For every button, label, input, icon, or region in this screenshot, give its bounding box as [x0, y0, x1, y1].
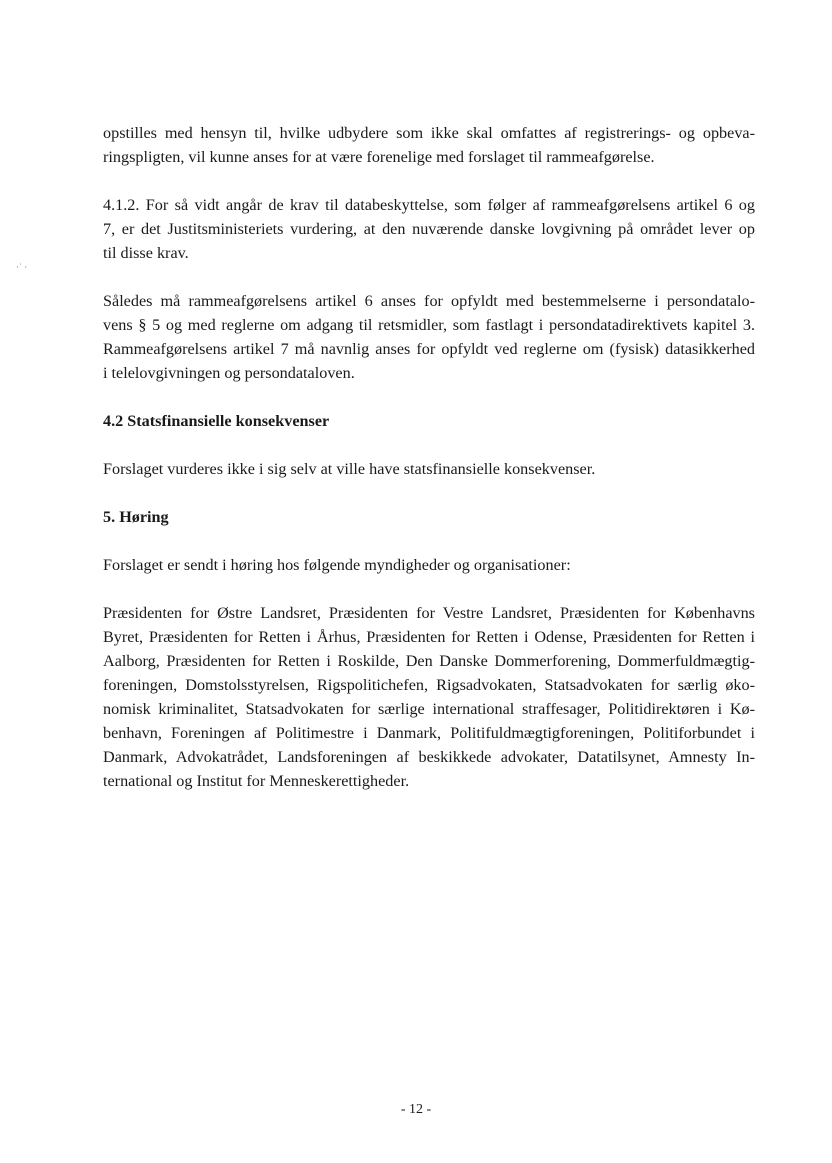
paragraph-line: Danmark, Advokatrådet, Landsforeningen af beskikkede advokater, Datatilsynet, Amnesty In- [103, 748, 755, 766]
paragraph-line: Rammeafgørelsens artikel 7 må navnlig anses for opfyldt ved reglerne om (fysisk) datasikkerhed [103, 340, 755, 358]
section-heading: 4.2 Statsfinansielle konsekvenser [103, 412, 330, 430]
paragraph-line: Forslaget er sendt i høring hos følgende myndigheder og organisationer: [103, 556, 571, 574]
paragraph-line: til disse krav. [103, 244, 189, 262]
section-heading: 5. Høring [103, 508, 169, 526]
paragraph-line: ternational og Institut for Menneskerettigheder. [103, 772, 410, 790]
paragraph-line: 7, er det Justitsministeriets vurdering, at den nuværende danske lovgivning på området lever op [103, 220, 755, 238]
page-number: - 12 - [400, 1102, 432, 1117]
paragraph-line: opstilles med hensyn til, hvilke udbydere som ikke skal omfattes af registrerings- og opbeva- [103, 124, 755, 142]
paragraph-line: vens § 5 og med reglerne om adgang til retsmidler, som fastlagt i persondatadirektivets kapitel 3. [103, 316, 755, 334]
paragraph-line: benhavn, Foreningen af Politimestre i Danmark, Politifuldmægtigforeningen, Politiforbundet i [103, 724, 755, 742]
scan-artifact: ·˙ · [16, 262, 28, 272]
paragraph-line: i telelovgivningen og persondataloven. [103, 364, 355, 382]
paragraph-line: 4.1.2. For så vidt angår de krav til databeskyttelse, som følger af rammeafgørelsens artikel 6 og [103, 196, 755, 214]
paragraph-line: Præsidenten for Østre Landsret, Præsidenten for Vestre Landsret, Præsidenten for Københavns [103, 604, 755, 622]
paragraph-line: ringspligten, vil kunne anses for at være forenelige med forslaget til rammeafgørelse. [103, 148, 655, 166]
paragraph-line: Forslaget vurderes ikke i sig selv at ville have statsfinansielle konsekvenser. [103, 460, 596, 478]
paragraph-line: nomisk kriminalitet, Statsadvokaten for særlige international straffesager, Politidirektøren i Kø- [103, 700, 755, 718]
paragraph-line: Således må rammeafgørelsens artikel 6 anses for opfyldt med bestemmelserne i persondatalo- [103, 292, 755, 310]
paragraph-line: Byret, Præsidenten for Retten i Århus, Præsidenten for Retten i Odense, Præsidenten for Retten i [103, 628, 755, 646]
paragraph-line: foreningen, Domstolsstyrelsen, Rigspolitichefen, Rigsadvokaten, Statsadvokaten for særlig øko- [103, 676, 755, 694]
paragraph-line: Aalborg, Præsidenten for Retten i Roskilde, Den Danske Dommerforening, Dommerfuldmægtig- [103, 652, 755, 670]
